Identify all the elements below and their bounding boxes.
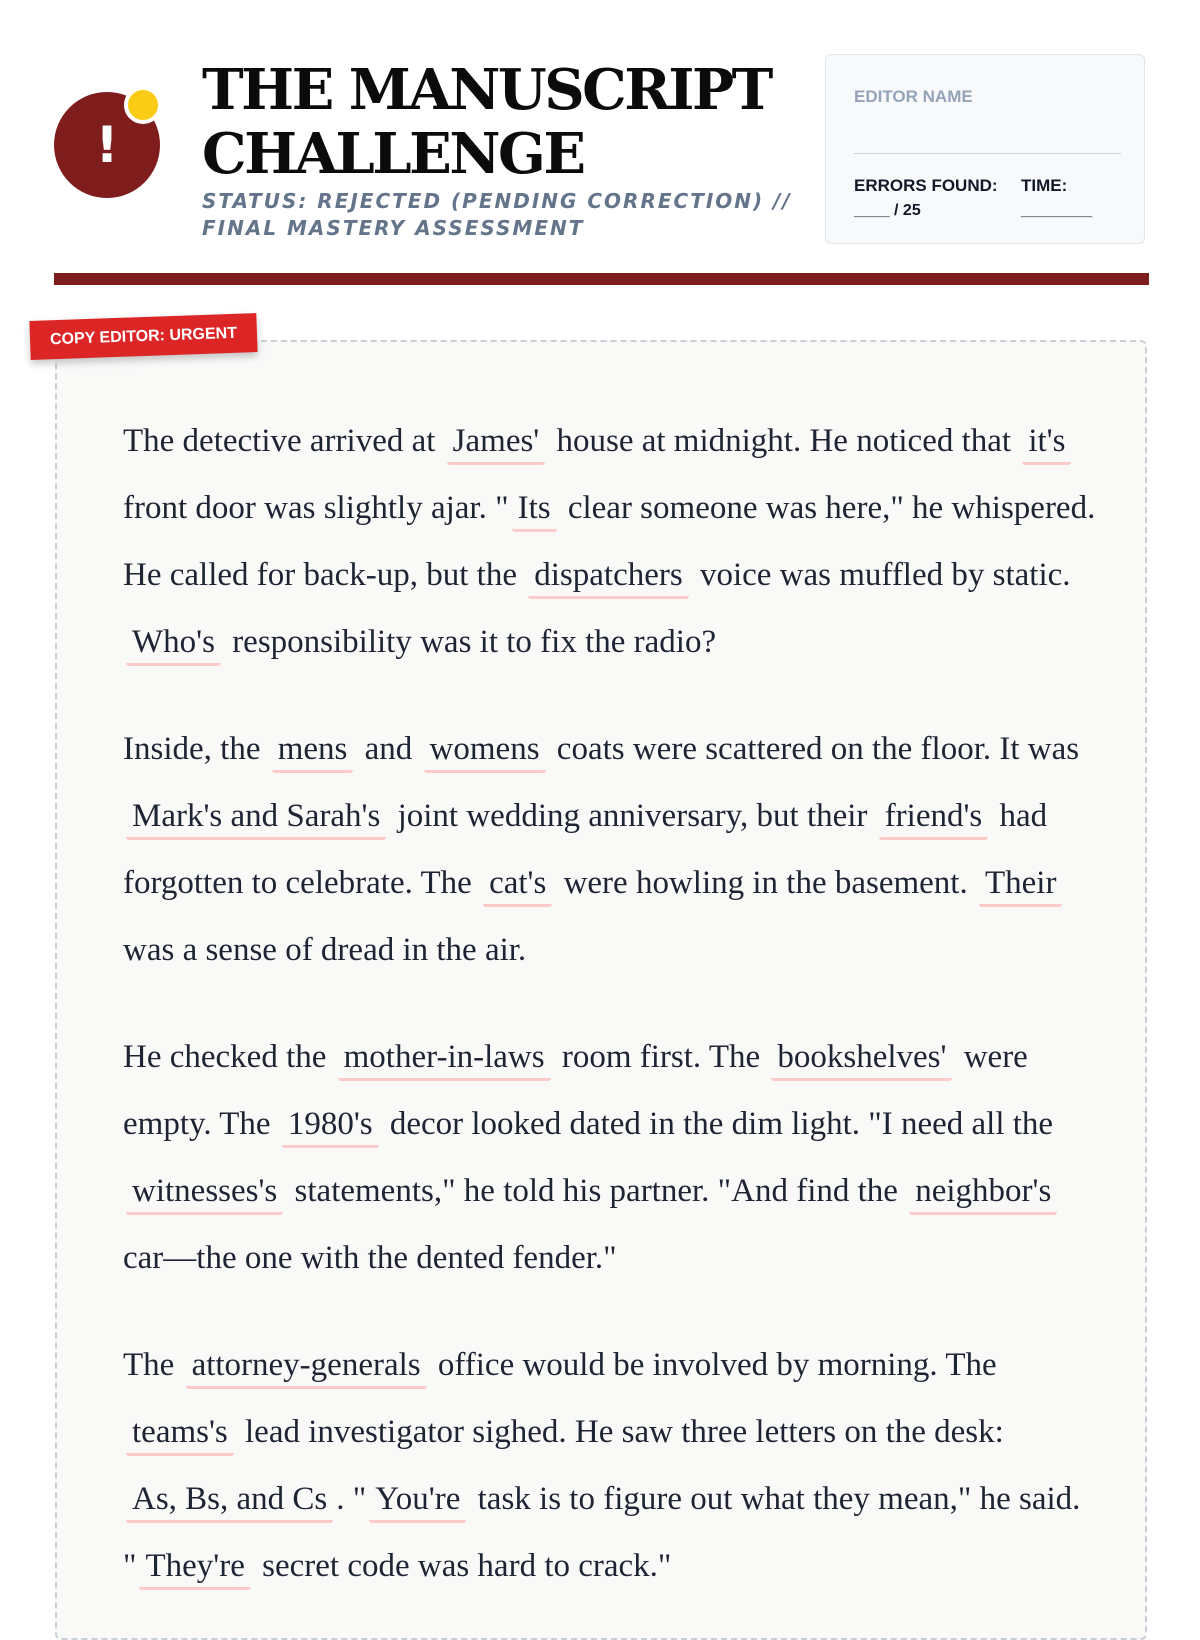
text-run: secret code was hard to crack.": [253, 1548, 672, 1584]
text-run: office would be involved by morning. The: [429, 1347, 997, 1383]
text-run: were empty. The: [123, 1039, 1028, 1142]
editor-card: [825, 54, 1145, 244]
errors-found-value: ____ / 25: [854, 202, 921, 219]
editor-name-field[interactable]: [854, 153, 1121, 154]
error-word[interactable]: You're: [369, 1478, 466, 1523]
header-divider: [54, 273, 1149, 285]
text-run: had forgotten to celebrate. The: [123, 798, 1048, 901]
error-word[interactable]: As, Bs, and Cs: [126, 1478, 333, 1523]
text-run: front door was slightly ajar. ": [123, 490, 509, 526]
text-run: Inside, the: [123, 731, 269, 767]
error-word[interactable]: Its: [512, 487, 557, 532]
urgent-stamp: COPY EDITOR: URGENT: [29, 313, 257, 360]
logo-badge: [54, 92, 160, 198]
error-word[interactable]: Who's: [126, 621, 221, 666]
text-run: task is to figure out what they mean," he said. ": [123, 1481, 1081, 1584]
paragraph-4: [123, 1332, 1098, 1600]
error-word[interactable]: mens: [272, 728, 354, 773]
error-word[interactable]: 1980's: [282, 1103, 379, 1148]
text-run: responsibility was it to fix the radio?: [223, 624, 717, 660]
error-word[interactable]: friend's: [879, 795, 989, 840]
text-run: lead investigator sighed. He saw three letters on the desk:: [236, 1414, 1004, 1450]
text-run: The detective arrived at: [123, 423, 444, 459]
text-run: and: [356, 731, 421, 767]
errors-found-label: ERRORS FOUND:: [854, 176, 998, 195]
text-run: room first. The: [553, 1039, 769, 1075]
error-word[interactable]: mother-in-laws: [338, 1036, 551, 1081]
paragraph-3: [123, 1024, 1098, 1292]
text-run: joint wedding anniversary, but their: [389, 798, 876, 834]
text-run: The: [123, 1347, 183, 1383]
paragraph-2: [123, 716, 1098, 984]
status-subtitle: STATUS: REJECTED (PENDING CORRECTION) // FINAL MASTERY ASSESSMENT: [202, 189, 792, 240]
exclamation-icon: !: [95, 116, 119, 174]
text-run: were howling in the basement.: [555, 865, 976, 901]
errors-found-field[interactable]: [854, 173, 998, 223]
text-run: house at midnight. He noticed that: [548, 423, 1020, 459]
text-run: voice was muffled by static.: [691, 557, 1071, 593]
editor-name-label: EDITOR NAME: [854, 87, 973, 106]
text-run: coats were scattered on the floor. It was: [548, 731, 1080, 767]
text-run: He checked the: [123, 1039, 335, 1075]
error-word[interactable]: They're: [139, 1545, 250, 1590]
text-run: was a sense of dread in the air.: [123, 932, 527, 968]
error-word[interactable]: attorney-generals: [186, 1344, 427, 1389]
error-word[interactable]: Mark's and Sarah's: [126, 795, 386, 840]
text-run: decor looked dated in the dim light. "I need all the: [381, 1106, 1054, 1142]
paragraph-1: [123, 408, 1098, 676]
page-title: THE MANUSCRIPT CHALLENGE: [202, 57, 771, 187]
time-value: ________: [1021, 202, 1093, 219]
error-word[interactable]: bookshelves': [771, 1036, 952, 1081]
error-word[interactable]: dispatchers: [528, 554, 688, 599]
time-field[interactable]: [1021, 173, 1092, 223]
text-run: car—the one with the dented fender.": [123, 1240, 617, 1276]
error-word[interactable]: cat's: [483, 862, 552, 907]
error-word[interactable]: womens: [424, 728, 546, 773]
error-word[interactable]: James': [447, 420, 546, 465]
status-dot: [124, 86, 162, 124]
manuscript-text: [123, 408, 1098, 1640]
error-word[interactable]: it's: [1022, 420, 1071, 465]
error-word[interactable]: teams's: [126, 1411, 234, 1456]
error-word[interactable]: Their: [979, 862, 1062, 907]
time-label: TIME:: [1021, 176, 1068, 195]
error-word[interactable]: neighbor's: [909, 1170, 1057, 1215]
text-run: statements," he told his partner. "And find the: [286, 1173, 907, 1209]
text-run: . ": [336, 1481, 367, 1517]
error-word[interactable]: witnesses's: [126, 1170, 283, 1215]
text-run: clear someone was here," he whispered. He called for back-up, but the: [123, 490, 1096, 593]
